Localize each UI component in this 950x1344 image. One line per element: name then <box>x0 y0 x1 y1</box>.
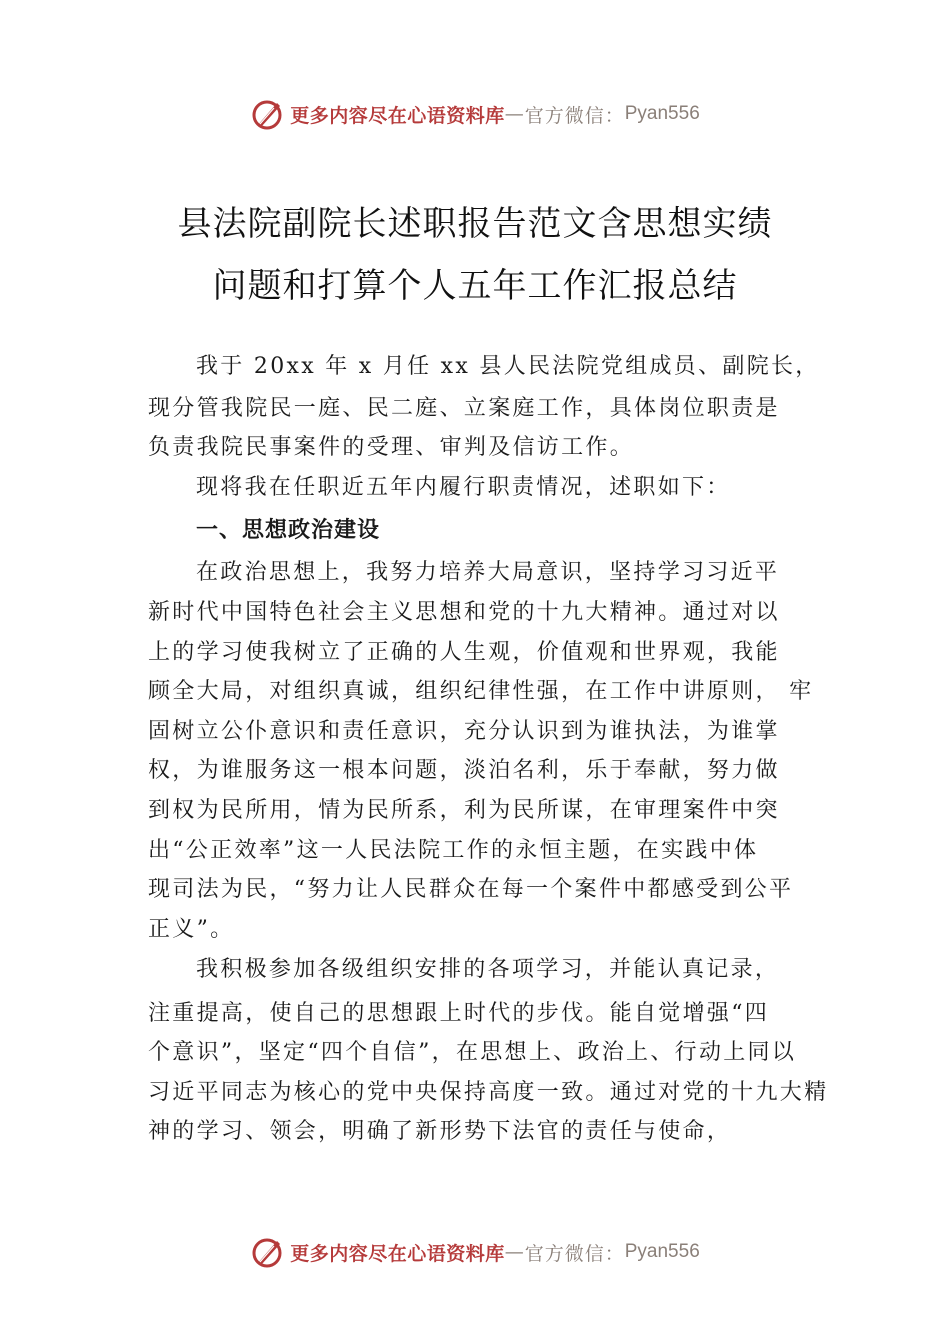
body-line: 在政治思想上，我努力培养大局意识，坚持学习习近平 <box>196 560 780 585</box>
body-line: 负责我院民事案件的受理、审判及信访工作。 <box>148 435 635 460</box>
body-line: 个意识”，坚定“四个自信”，在思想上、政治上、行动上同以 <box>148 1040 797 1065</box>
body-line: 顾全大局，对组织真诚，组织纪律性强，在工作中讲原则， 牢 <box>148 679 814 704</box>
body-line: 现分管我院民一庭、民二庭、立案庭工作，具体岗位职责是 <box>148 396 780 421</box>
body-line: 习近平同志为核心的党中央保持高度一致。通过对党的十九大精 <box>148 1080 829 1105</box>
body-line: 我于 20xx 年 x 月任 xx 县人民法院党组成员、副院长， <box>196 354 820 379</box>
quill-logo-icon <box>250 1235 284 1269</box>
body-line: 新时代中国特色社会主义思想和党的十九大精神。通过对以 <box>148 600 780 625</box>
quill-logo-icon <box>250 97 284 131</box>
banner-contact-label: 官方微信： <box>524 104 625 127</box>
banner-contact-id: Pyan556 <box>624 103 700 124</box>
header-banner <box>0 94 950 134</box>
body-line: 注重提高，使自己的思想跟上时代的步伐。能自觉增强“四 <box>148 1001 770 1026</box>
banner-contact-label: 官方微信： <box>524 1242 625 1265</box>
banner-dash: — <box>504 1241 525 1263</box>
document-title-line-2: 问题和打算个人五年工作汇报总结 <box>212 266 738 306</box>
banner-site-name: 更多内容尽在心语资料库 <box>290 104 505 127</box>
banner-contact-id: Pyan556 <box>624 1241 700 1262</box>
body-line: 固树立公仆意识和责任意识，充分认识到为谁执法，为谁掌 <box>148 719 780 744</box>
body-line: 神的学习、领会，明确了新形势下法官的责任与使命， <box>148 1119 732 1144</box>
body-line: 现将我在任职近五年内履行职责情况，述职如下： <box>196 475 731 500</box>
document-title-line-1: 县法院副院长述职报告范文含思想实绩 <box>177 204 773 244</box>
body-line: 现司法为民，“努力让人民群众在每一个案件中都感受到公平 <box>148 877 794 902</box>
footer-banner <box>0 1232 950 1272</box>
body-line: 上的学习使我树立了正确的人生观，价值观和世界观，我能 <box>148 640 780 665</box>
body-line: 出“公正效率”这一人民法院工作的永恒主题，在实践中体 <box>148 838 759 863</box>
body-line: 权，为谁服务这一根本问题，淡泊名利，乐于奉献，努力做 <box>148 758 780 783</box>
body-line: 我积极参加各级组织安排的各项学习，并能认真记录， <box>196 957 780 982</box>
banner-site-name: 更多内容尽在心语资料库 <box>290 1242 505 1265</box>
section-heading: 一、思想政治建设 <box>196 518 381 543</box>
body-line: 到权为民所用，情为民所系，利为民所谋，在审理案件中突 <box>148 798 780 823</box>
banner-dash: — <box>504 103 525 125</box>
body-line: 正义”。 <box>148 917 235 942</box>
